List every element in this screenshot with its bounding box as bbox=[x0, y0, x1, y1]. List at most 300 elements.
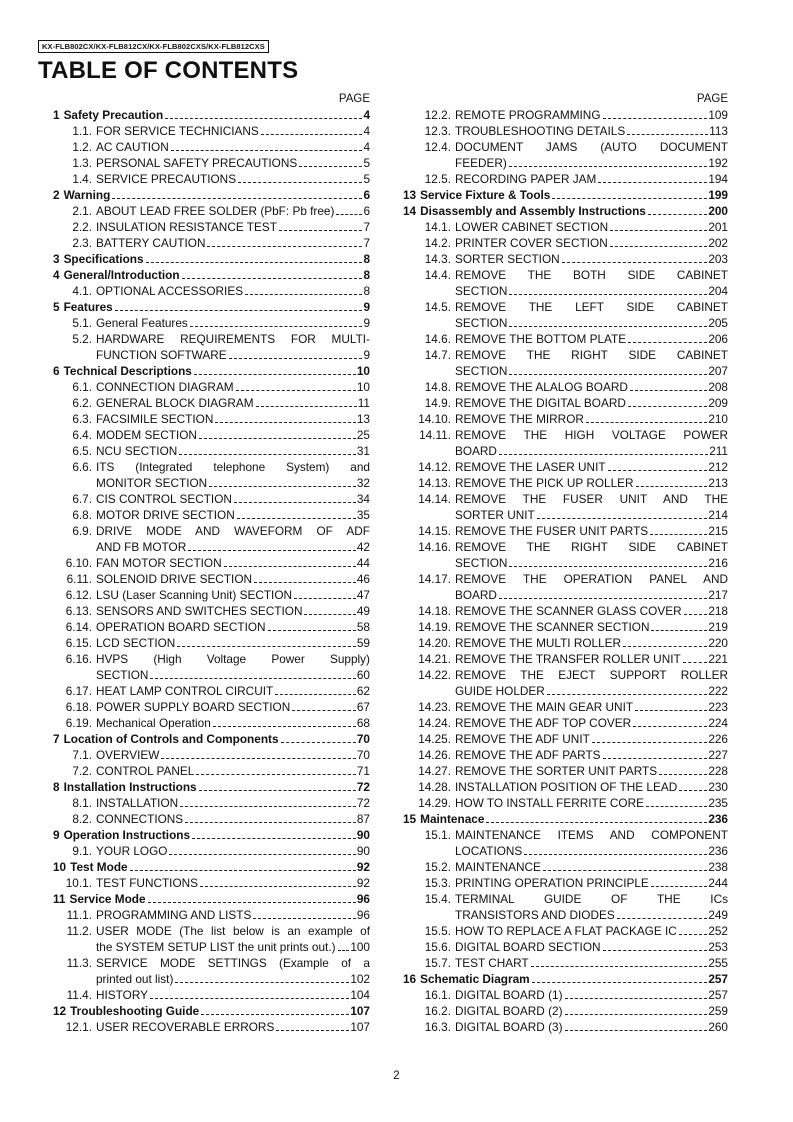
toc-entry-label: Troubleshooting Guide bbox=[70, 1004, 200, 1018]
toc-entry-number: 5 bbox=[53, 300, 60, 314]
toc-entry-number: 6.18. bbox=[65, 700, 92, 714]
toc-entry-number: 14.27. bbox=[418, 764, 451, 778]
toc-entry-label: YOUR LOGO bbox=[96, 844, 168, 858]
toc-entry-page: 90 bbox=[356, 844, 370, 858]
toc-subsection-entry[interactable] bbox=[46, 587, 370, 603]
toc-entry-label: REMOVE THE SCANNER GLASS COVER bbox=[455, 604, 682, 618]
toc-section-entry[interactable] bbox=[398, 203, 728, 219]
toc-entry-page: 8 bbox=[363, 252, 370, 266]
toc-entry-label: LCD SECTION bbox=[96, 636, 176, 650]
toc-subsection-entry[interactable] bbox=[46, 747, 370, 763]
toc-subsection-entry[interactable] bbox=[398, 427, 728, 443]
dotted-leader bbox=[148, 902, 356, 903]
toc-entry-label: REMOVE THE SORTER UNIT PARTS bbox=[455, 764, 658, 778]
toc-subsection-entry[interactable] bbox=[46, 683, 370, 699]
dotted-leader bbox=[603, 118, 708, 119]
toc-section-entry[interactable] bbox=[46, 363, 370, 379]
toc-subsection-entry[interactable] bbox=[46, 971, 370, 987]
toc-subsection-entry[interactable] bbox=[46, 923, 370, 939]
toc-subsection-entry[interactable] bbox=[398, 379, 728, 395]
toc-subsection-entry[interactable] bbox=[398, 779, 728, 795]
toc-entry-page: 200 bbox=[708, 204, 728, 218]
dotted-leader bbox=[182, 278, 363, 279]
toc-entry-page: 257 bbox=[708, 972, 728, 986]
dotted-leader bbox=[628, 406, 707, 407]
toc-subsection-entry[interactable] bbox=[46, 331, 370, 347]
toc-entry-label: SECTION bbox=[455, 284, 508, 298]
toc-entry-label: REMOTE PROGRAMMING bbox=[455, 108, 601, 122]
toc-entry-number: 16.3. bbox=[424, 1020, 451, 1034]
toc-entry-label: USER RECOVERABLE ERRORS bbox=[96, 1020, 275, 1034]
toc-entry-number: 4.1. bbox=[72, 284, 92, 298]
toc-entry-number: 14.11. bbox=[419, 428, 451, 442]
toc-subsection-entry[interactable] bbox=[46, 443, 370, 459]
toc-section-entry[interactable] bbox=[46, 827, 370, 843]
toc-subsection-entry[interactable] bbox=[398, 1003, 728, 1019]
toc-entry-number: 15.1. bbox=[424, 828, 451, 842]
toc-subsection-entry[interactable] bbox=[46, 715, 370, 731]
toc-entry-page: 220 bbox=[708, 636, 728, 650]
toc-subsection-entry[interactable] bbox=[398, 667, 728, 683]
toc-entry-number: 6.3. bbox=[72, 412, 92, 426]
toc-entry-label: SORTER UNIT bbox=[455, 508, 535, 522]
toc-subsection-entry[interactable] bbox=[398, 443, 728, 459]
toc-entry-label: REMOVE THE MULTI ROLLER bbox=[455, 636, 622, 650]
toc-entry-page: 257 bbox=[708, 988, 728, 1002]
dotted-leader bbox=[275, 694, 356, 695]
toc-entry-page: 70 bbox=[356, 732, 370, 746]
toc-entry-number: 8 bbox=[53, 780, 60, 794]
toc-subsection-entry[interactable] bbox=[398, 683, 728, 699]
toc-entry-label: REMOVE THE EJECT SUPPORT ROLLER bbox=[455, 668, 728, 682]
toc-subsection-entry[interactable] bbox=[46, 395, 370, 411]
toc-subsection-entry[interactable] bbox=[398, 699, 728, 715]
toc-entry-label: Service Fixture & Tools bbox=[420, 188, 551, 202]
toc-subsection-entry[interactable] bbox=[46, 139, 370, 155]
toc-subsection-entry[interactable] bbox=[398, 155, 728, 171]
toc-entry-label: REMOVE THE MAIN GEAR UNIT bbox=[455, 700, 634, 714]
toc-entry-label: REMOVE THE TRANSFER ROLLER UNIT bbox=[455, 652, 681, 666]
toc-entry-page: 221 bbox=[708, 652, 728, 666]
dotted-leader bbox=[610, 230, 707, 231]
toc-entry-label: Technical Descriptions bbox=[63, 364, 192, 378]
toc-entry-number: 6.7. bbox=[72, 492, 92, 506]
toc-subsection-entry[interactable] bbox=[46, 491, 370, 507]
toc-entry-number: 14.6. bbox=[424, 332, 451, 346]
toc-entry-label: CONNECTION DIAGRAM bbox=[96, 380, 234, 394]
toc-entry-page: 31 bbox=[356, 444, 370, 458]
toc-subsection-entry[interactable] bbox=[398, 923, 728, 939]
dotted-leader bbox=[531, 966, 708, 967]
toc-entry-label: Schematic Diagram bbox=[420, 972, 530, 986]
toc-entry-number: 11.2. bbox=[66, 924, 92, 938]
toc-subsection-entry[interactable] bbox=[398, 395, 728, 411]
toc-entry-number: 16.1. bbox=[424, 988, 451, 1002]
toc-subsection-entry[interactable] bbox=[398, 603, 728, 619]
toc-subsection-entry[interactable] bbox=[398, 875, 728, 891]
toc-subsection-entry[interactable] bbox=[398, 123, 728, 139]
toc-subsection-entry[interactable] bbox=[398, 795, 728, 811]
dotted-leader bbox=[650, 534, 707, 535]
model-number-box: KX-FLB802CX/KX-FLB812CX/KX-FLB802CXS/KX-FLB812CXS bbox=[38, 40, 269, 53]
toc-subsection-entry[interactable] bbox=[398, 651, 728, 667]
toc-subsection-entry[interactable] bbox=[46, 507, 370, 523]
toc-subsection-entry[interactable] bbox=[46, 1019, 370, 1035]
toc-entry-label: OVERVIEW bbox=[96, 748, 160, 762]
toc-entry-page: 210 bbox=[708, 412, 728, 426]
toc-subsection-entry[interactable] bbox=[398, 283, 728, 299]
toc-entry-page: 67 bbox=[356, 700, 370, 714]
toc-subsection-entry[interactable] bbox=[398, 1019, 728, 1035]
toc-entry-label: REMOVE THE HIGH VOLTAGE POWER bbox=[455, 428, 728, 442]
toc-entry-number: 6.6. bbox=[72, 460, 92, 474]
dotted-leader bbox=[254, 582, 356, 583]
toc-right-column bbox=[398, 91, 728, 1035]
toc-subsection-entry[interactable] bbox=[398, 987, 728, 1003]
toc-section-entry[interactable] bbox=[46, 779, 370, 795]
toc-entry-page: 46 bbox=[356, 572, 370, 586]
toc-subsection-entry[interactable] bbox=[398, 235, 728, 251]
toc-subsection-entry[interactable] bbox=[46, 411, 370, 427]
toc-entry-page: 102 bbox=[350, 972, 370, 986]
toc-entry-number: 14.13. bbox=[418, 476, 451, 490]
toc-entry-number: 6.11. bbox=[66, 572, 92, 586]
toc-entry-label: REMOVE THE FUSER UNIT PARTS bbox=[455, 524, 649, 538]
toc-entry-page: 107 bbox=[350, 1004, 370, 1018]
toc-entry-label: ITS (Integrated telephone System) and bbox=[96, 460, 370, 474]
toc-entry-label: LOCATIONS bbox=[455, 844, 523, 858]
dotted-leader bbox=[338, 950, 350, 951]
toc-entry-label: AC CAUTION bbox=[96, 140, 169, 154]
toc-entry-page: 259 bbox=[708, 1004, 728, 1018]
toc-subsection-entry[interactable] bbox=[398, 827, 728, 843]
dotted-leader bbox=[215, 422, 356, 423]
toc-subsection-entry[interactable] bbox=[46, 523, 370, 539]
toc-subsection-entry[interactable] bbox=[46, 667, 370, 683]
toc-entry-page: 58 bbox=[356, 620, 370, 634]
toc-entry-label: REMOVE THE RIGHT SIDE CABINET bbox=[455, 348, 728, 362]
toc-entry-number: 14.10. bbox=[418, 412, 451, 426]
toc-subsection-entry[interactable] bbox=[398, 475, 728, 491]
dotted-leader bbox=[509, 326, 707, 327]
toc-entry-label: INSULATION RESISTANCE TEST bbox=[96, 220, 277, 234]
toc-entry-page: 92 bbox=[356, 860, 370, 874]
dotted-leader bbox=[552, 198, 707, 199]
dotted-leader bbox=[486, 822, 707, 823]
toc-entry-number: 16.2. bbox=[424, 1004, 451, 1018]
toc-section-entry[interactable] bbox=[46, 299, 370, 315]
toc-entry-number: 15.4. bbox=[424, 892, 451, 906]
toc-subsection-entry[interactable] bbox=[398, 411, 728, 427]
dotted-leader bbox=[565, 1014, 708, 1015]
toc-entry-label: GUIDE HOLDER bbox=[455, 684, 545, 698]
toc-entry-label: SENSORS AND SWITCHES SECTION bbox=[96, 604, 303, 618]
dotted-leader bbox=[229, 358, 363, 359]
toc-entry-label: TRANSISTORS AND DIODES bbox=[455, 908, 615, 922]
toc-subsection-entry[interactable] bbox=[398, 907, 728, 923]
toc-subsection-entry[interactable] bbox=[398, 731, 728, 747]
toc-entry-label: Installation Instructions bbox=[63, 780, 197, 794]
toc-entry-page: 8 bbox=[363, 268, 370, 282]
toc-entry-label: HEAT LAMP CONTROL CIRCUIT bbox=[96, 684, 274, 698]
toc-entry-page: 236 bbox=[708, 844, 728, 858]
toc-entry-page: 35 bbox=[356, 508, 370, 522]
toc-entry-label: Features bbox=[63, 300, 113, 314]
toc-subsection-entry[interactable] bbox=[46, 315, 370, 331]
toc-section-entry[interactable] bbox=[46, 267, 370, 283]
toc-subsection-entry[interactable] bbox=[398, 139, 728, 155]
toc-entry-label: BOARD bbox=[455, 588, 497, 602]
toc-entry-label: Warning bbox=[63, 188, 111, 202]
toc-subsection-entry[interactable] bbox=[398, 939, 728, 955]
toc-entry-label: REMOVE THE OPERATION PANEL AND bbox=[455, 572, 728, 586]
toc-entry-page: 107 bbox=[350, 1020, 370, 1034]
toc-entry-label: DOCUMENT JAMS (AUTO DOCUMENT bbox=[455, 140, 728, 154]
toc-subsection-entry[interactable] bbox=[398, 459, 728, 475]
toc-entry-label: LSU (Laser Scanning Unit) SECTION bbox=[96, 588, 293, 602]
toc-subsection-entry[interactable] bbox=[46, 635, 370, 651]
toc-entry-number: 6.10. bbox=[65, 556, 92, 570]
toc-entry-page: 32 bbox=[356, 476, 370, 490]
toc-subsection-entry[interactable] bbox=[398, 715, 728, 731]
toc-entry-label: REMOVE THE RIGHT SIDE CABINET bbox=[455, 540, 728, 554]
toc-subsection-entry[interactable] bbox=[46, 459, 370, 475]
toc-entry-page: 9 bbox=[363, 316, 370, 330]
toc-entry-number: 14.5. bbox=[424, 300, 451, 314]
toc-entry-label: SERVICE PRECAUTIONS bbox=[96, 172, 237, 186]
toc-subsection-entry[interactable] bbox=[46, 203, 370, 219]
toc-subsection-entry[interactable] bbox=[46, 555, 370, 571]
toc-subsection-entry[interactable] bbox=[398, 955, 728, 971]
toc-entry-label: SORTER SECTION bbox=[455, 252, 560, 266]
toc-entry-label: Mechanical Operation bbox=[96, 716, 211, 730]
toc-subsection-entry[interactable] bbox=[46, 171, 370, 187]
toc-entry-number: 4 bbox=[53, 268, 60, 282]
toc-entry-number: 6.16. bbox=[65, 652, 92, 666]
toc-entry-number: 2.1. bbox=[72, 204, 92, 218]
toc-entry-page: 59 bbox=[356, 636, 370, 650]
dotted-leader bbox=[304, 614, 355, 615]
toc-subsection-entry[interactable] bbox=[398, 347, 728, 363]
toc-entry-label: DIGITAL BOARD (3) bbox=[455, 1020, 563, 1034]
toc-subsection-entry[interactable] bbox=[398, 491, 728, 507]
toc-entry-number: 11.1. bbox=[66, 908, 92, 922]
dotted-leader bbox=[150, 678, 355, 679]
toc-entry-number: 2.3. bbox=[72, 236, 92, 250]
toc-subsection-entry[interactable] bbox=[398, 539, 728, 555]
toc-entry-label: FACSIMILE SECTION bbox=[96, 412, 214, 426]
toc-entry-page: 5 bbox=[363, 156, 370, 170]
toc-subsection-entry[interactable] bbox=[398, 587, 728, 603]
toc-subsection-entry[interactable] bbox=[398, 315, 728, 331]
toc-entry-page: 218 bbox=[708, 604, 728, 618]
toc-section-entry[interactable] bbox=[46, 1003, 370, 1019]
toc-entry-number: 6.2. bbox=[72, 396, 92, 410]
toc-entry-page: 204 bbox=[708, 284, 728, 298]
toc-entry-page: 238 bbox=[708, 860, 728, 874]
toc-subsection-entry[interactable] bbox=[46, 619, 370, 635]
dotted-leader bbox=[586, 422, 707, 423]
toc-subsection-entry[interactable] bbox=[398, 891, 728, 907]
toc-entry-label: printed out list) bbox=[96, 972, 174, 986]
toc-entry-label: SECTION bbox=[96, 668, 149, 682]
toc-subsection-entry[interactable] bbox=[46, 571, 370, 587]
toc-subsection-entry[interactable] bbox=[398, 555, 728, 571]
toc-entry-label: Disassembly and Assembly Instructions bbox=[420, 204, 646, 218]
dotted-leader bbox=[150, 998, 349, 999]
toc-entry-number: 14.25. bbox=[418, 732, 451, 746]
toc-subsection-entry[interactable] bbox=[46, 427, 370, 443]
toc-subsection-entry[interactable] bbox=[46, 907, 370, 923]
dotted-leader bbox=[180, 806, 356, 807]
toc-entry-page: 230 bbox=[708, 780, 728, 794]
toc-subsection-entry[interactable] bbox=[46, 603, 370, 619]
toc-entry-page: 60 bbox=[356, 668, 370, 682]
toc-entry-list bbox=[398, 107, 728, 1035]
toc-entry-page: 10 bbox=[356, 364, 370, 378]
toc-entry-page: 235 bbox=[708, 796, 728, 810]
toc-subsection-entry[interactable] bbox=[46, 475, 370, 491]
toc-entry-number: 14.24. bbox=[418, 716, 451, 730]
toc-subsection-entry[interactable] bbox=[398, 747, 728, 763]
dotted-leader bbox=[679, 934, 708, 935]
toc-entry-number: 14.16. bbox=[418, 540, 451, 554]
toc-section-entry[interactable] bbox=[398, 971, 728, 987]
toc-subsection-entry[interactable] bbox=[46, 651, 370, 667]
dotted-leader bbox=[565, 1030, 708, 1031]
toc-entry-label: General/Introduction bbox=[63, 268, 180, 282]
toc-entry-page: 7 bbox=[363, 236, 370, 250]
toc-subsection-entry[interactable] bbox=[46, 763, 370, 779]
toc-subsection-entry[interactable] bbox=[398, 267, 728, 283]
toc-entry-number: 14.26. bbox=[418, 748, 451, 762]
dotted-leader bbox=[562, 262, 708, 263]
toc-section-entry[interactable] bbox=[398, 811, 728, 827]
toc-subsection-entry[interactable] bbox=[46, 283, 370, 299]
toc-subsection-entry[interactable] bbox=[46, 875, 370, 891]
toc-entry-number: 9.1. bbox=[72, 844, 92, 858]
toc-entry-page: 249 bbox=[708, 908, 728, 922]
toc-entry-page: 96 bbox=[356, 892, 370, 906]
toc-subsection-entry[interactable] bbox=[398, 507, 728, 523]
toc-entry-number: 10.1. bbox=[65, 876, 92, 890]
toc-entry-label: PROGRAMMING AND LISTS bbox=[96, 908, 252, 922]
toc-entry-number: 6.4. bbox=[72, 428, 92, 442]
toc-entry-page: 92 bbox=[356, 876, 370, 890]
toc-section-entry[interactable] bbox=[46, 859, 370, 875]
toc-entry-label: SOLENOID DRIVE SECTION bbox=[96, 572, 253, 586]
toc-section-entry[interactable] bbox=[46, 891, 370, 907]
toc-entry-number: 10 bbox=[53, 860, 67, 874]
toc-subsection-entry[interactable] bbox=[46, 987, 370, 1003]
toc-subsection-entry[interactable] bbox=[398, 571, 728, 587]
toc-subsection-entry[interactable] bbox=[398, 763, 728, 779]
toc-subsection-entry[interactable] bbox=[398, 299, 728, 315]
dotted-leader bbox=[651, 886, 708, 887]
toc-subsection-entry[interactable] bbox=[46, 843, 370, 859]
toc-section-entry[interactable] bbox=[46, 251, 370, 267]
toc-section-entry[interactable] bbox=[46, 107, 370, 123]
toc-subsection-entry[interactable] bbox=[46, 795, 370, 811]
toc-entry-number: 6.8. bbox=[72, 508, 92, 522]
toc-section-entry[interactable] bbox=[46, 187, 370, 203]
toc-entry-page: 113 bbox=[709, 124, 728, 138]
toc-subsection-entry[interactable] bbox=[46, 123, 370, 139]
toc-entry-page: 203 bbox=[708, 252, 728, 266]
dotted-leader bbox=[194, 374, 356, 375]
toc-entry-label: the SYSTEM SETUP LIST the unit prints out.) bbox=[96, 940, 336, 954]
dotted-leader bbox=[185, 822, 356, 823]
toc-subsection-entry[interactable] bbox=[46, 379, 370, 395]
toc-subsection-entry[interactable] bbox=[46, 235, 370, 251]
toc-subsection-entry[interactable] bbox=[398, 171, 728, 187]
toc-subsection-entry[interactable] bbox=[46, 219, 370, 235]
toc-subsection-entry[interactable] bbox=[46, 955, 370, 971]
toc-subsection-entry[interactable] bbox=[398, 331, 728, 347]
dotted-leader bbox=[188, 550, 356, 551]
toc-entry-page: 8 bbox=[363, 284, 370, 298]
toc-subsection-entry[interactable] bbox=[398, 635, 728, 651]
toc-entry-number: 6.17. bbox=[65, 684, 92, 698]
toc-subsection-entry[interactable] bbox=[398, 107, 728, 123]
toc-subsection-entry[interactable] bbox=[398, 619, 728, 635]
toc-entry-number: 6.9. bbox=[72, 524, 92, 538]
toc-subsection-entry[interactable] bbox=[46, 347, 370, 363]
dotted-leader bbox=[608, 470, 708, 471]
toc-section-entry[interactable] bbox=[46, 731, 370, 747]
toc-subsection-entry[interactable] bbox=[46, 699, 370, 715]
toc-entry-number: 12.5. bbox=[424, 172, 451, 186]
toc-entry-number: 15.7. bbox=[424, 956, 451, 970]
toc-subsection-entry[interactable] bbox=[398, 523, 728, 539]
toc-entry-label: Specifications bbox=[63, 252, 144, 266]
dotted-leader bbox=[165, 118, 362, 119]
dotted-leader bbox=[171, 150, 363, 151]
toc-entry-page: 216 bbox=[708, 556, 728, 570]
toc-subsection-entry[interactable] bbox=[46, 155, 370, 171]
dotted-leader bbox=[547, 694, 708, 695]
dotted-leader bbox=[635, 710, 707, 711]
toc-entry-label: Service Mode bbox=[69, 892, 146, 906]
toc-subsection-entry[interactable] bbox=[46, 539, 370, 555]
toc-subsection-entry[interactable] bbox=[398, 859, 728, 875]
toc-subsection-entry[interactable] bbox=[398, 219, 728, 235]
toc-subsection-entry[interactable] bbox=[398, 251, 728, 267]
toc-subsection-entry[interactable] bbox=[46, 811, 370, 827]
toc-entry-label: INSTALLATION bbox=[96, 796, 179, 810]
toc-entry-number: 7.2. bbox=[72, 764, 92, 778]
toc-entry-label: SECTION bbox=[455, 316, 508, 330]
toc-entry-page: 100 bbox=[350, 940, 370, 954]
toc-subsection-entry[interactable] bbox=[398, 843, 728, 859]
toc-section-entry[interactable] bbox=[398, 187, 728, 203]
toc-entry-page: 9 bbox=[363, 348, 370, 362]
dotted-leader bbox=[683, 662, 708, 663]
dotted-leader bbox=[524, 854, 707, 855]
dotted-leader bbox=[659, 774, 707, 775]
toc-entry-label: FOR SERVICE TECHNICIANS bbox=[96, 124, 259, 138]
toc-entry-page: 47 bbox=[356, 588, 370, 602]
toc-entry-number: 14 bbox=[403, 204, 417, 218]
dotted-leader bbox=[651, 630, 707, 631]
toc-subsection-entry[interactable] bbox=[398, 363, 728, 379]
dotted-leader bbox=[199, 438, 356, 439]
toc-entry-number: 16 bbox=[403, 972, 417, 986]
toc-entry-page: 44 bbox=[356, 556, 370, 570]
toc-entry-label: POWER SUPPLY BOARD SECTION bbox=[96, 700, 291, 714]
toc-subsection-entry[interactable] bbox=[46, 939, 370, 955]
toc-entry-label: HVPS (High Voltage Power Supply) bbox=[96, 652, 370, 666]
